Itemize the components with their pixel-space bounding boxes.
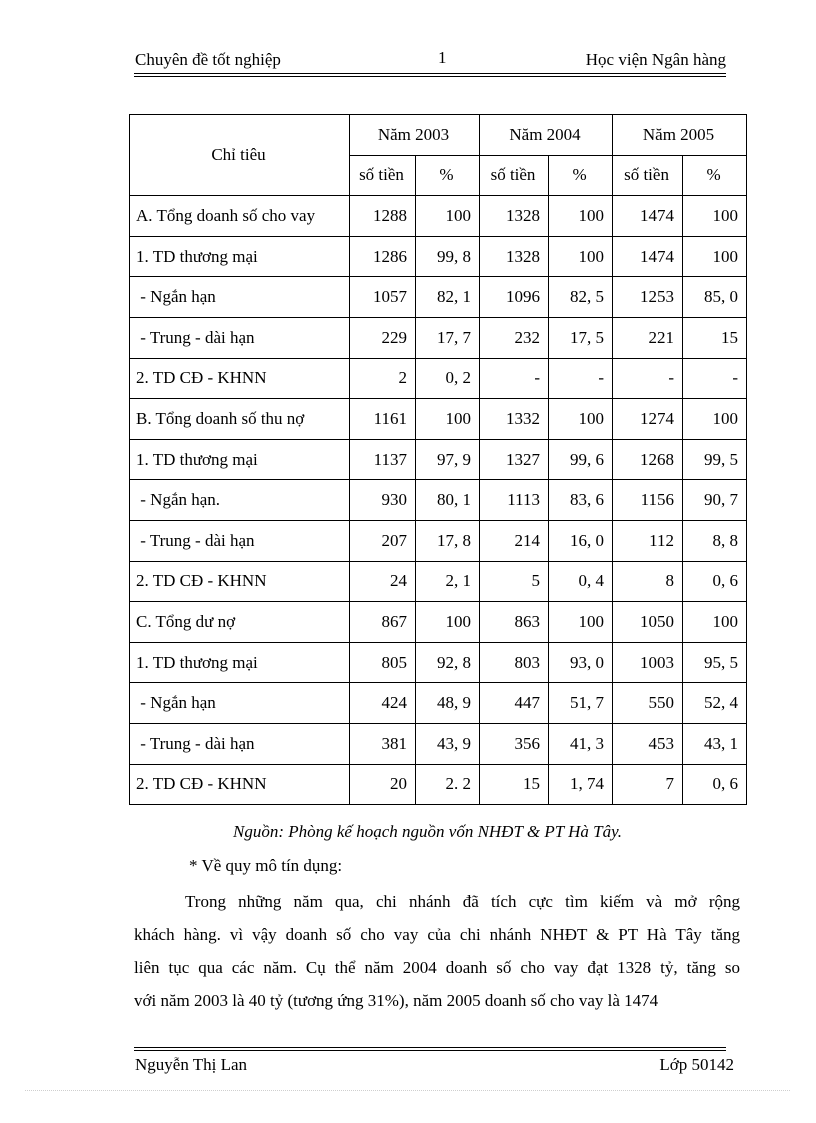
- cell-amount: 1286: [350, 236, 416, 277]
- cell-amount: 2: [350, 358, 416, 399]
- cell-amount: 1474: [613, 196, 683, 237]
- cell-amount: 381: [350, 723, 416, 764]
- cell-percent: 16, 0: [549, 520, 613, 561]
- cell-percent: 52, 4: [683, 683, 747, 724]
- page-bottom-divider: [25, 1090, 790, 1091]
- cell-percent: 0, 6: [683, 561, 747, 602]
- cell-amount: 867: [350, 602, 416, 643]
- subheader-amount: số tiền: [613, 155, 683, 196]
- cell-percent: 15: [683, 317, 747, 358]
- cell-amount: 1137: [350, 439, 416, 480]
- subheader-amount: số tiền: [350, 155, 416, 196]
- cell-amount: 232: [480, 317, 549, 358]
- table-row: [130, 196, 747, 237]
- cell-percent: 82, 5: [549, 277, 613, 318]
- cell-amount: 221: [613, 317, 683, 358]
- cell-amount: 356: [480, 723, 549, 764]
- cell-percent: 1, 74: [549, 764, 613, 805]
- cell-percent: 17, 5: [549, 317, 613, 358]
- cell-percent: 97, 9: [416, 439, 480, 480]
- cell-amount: 863: [480, 602, 549, 643]
- cell-amount: 1328: [480, 236, 549, 277]
- cell-amount: -: [480, 358, 549, 399]
- column-header-year: Năm 2004: [480, 115, 613, 156]
- cell-amount: 1253: [613, 277, 683, 318]
- cell-percent: 82, 1: [416, 277, 480, 318]
- cell-amount: 1161: [350, 399, 416, 440]
- cell-percent: 100: [549, 399, 613, 440]
- footer-author: Nguyễn Thị Lan: [135, 1055, 248, 1074]
- cell-amount: 1288: [350, 196, 416, 237]
- table-row: [130, 561, 747, 602]
- paragraph-line: khách hàng. vì vậy doanh số cho vay của chi nhánh NHĐT & PT Hà Tây tăng: [134, 925, 740, 944]
- cell-amount: 1050: [613, 602, 683, 643]
- cell-amount: 1057: [350, 277, 416, 318]
- column-header-indicator: Chỉ tiêu: [130, 115, 350, 196]
- row-label: 1. TD thương mại: [130, 439, 350, 480]
- row-label: - Ngắn hạn.: [130, 480, 350, 521]
- cell-percent: 100: [683, 602, 747, 643]
- cell-percent: 51, 7: [549, 683, 613, 724]
- cell-percent: 17, 8: [416, 520, 480, 561]
- column-header-year: Năm 2005: [613, 115, 747, 156]
- subheader-percent: %: [683, 155, 747, 196]
- cell-amount: 803: [480, 642, 549, 683]
- cell-amount: 1332: [480, 399, 549, 440]
- cell-percent: 100: [416, 196, 480, 237]
- table-row: [130, 358, 747, 399]
- footer-rule-top: [134, 1047, 726, 1048]
- cell-amount: 229: [350, 317, 416, 358]
- cell-percent: 99, 8: [416, 236, 480, 277]
- cell-percent: 100: [549, 602, 613, 643]
- header-rule-top: [134, 73, 726, 74]
- paragraph-line: với năm 2003 là 40 tỷ (tương ứng 31%), năm 2005 doanh số cho vay là 1474: [134, 991, 659, 1010]
- cell-amount: 1274: [613, 399, 683, 440]
- cell-percent: 41, 3: [549, 723, 613, 764]
- cell-amount: 112: [613, 520, 683, 561]
- row-label: B. Tổng doanh số thu nợ: [130, 399, 350, 440]
- cell-amount: 15: [480, 764, 549, 805]
- table-header-row: [130, 115, 747, 156]
- cell-percent: 2. 2: [416, 764, 480, 805]
- footer-class: Lớp 50142: [659, 1055, 734, 1074]
- cell-amount: 20: [350, 764, 416, 805]
- cell-amount: 550: [613, 683, 683, 724]
- table-row: [130, 602, 747, 643]
- cell-amount: 1003: [613, 642, 683, 683]
- table-row: [130, 439, 747, 480]
- cell-percent: 80, 1: [416, 480, 480, 521]
- cell-percent: 100: [549, 196, 613, 237]
- cell-amount: 8: [613, 561, 683, 602]
- table-row: [130, 236, 747, 277]
- table-row: [130, 683, 747, 724]
- cell-percent: 83, 6: [549, 480, 613, 521]
- table-row: [130, 480, 747, 521]
- cell-amount: 930: [350, 480, 416, 521]
- cell-amount: 1096: [480, 277, 549, 318]
- cell-amount: 24: [350, 561, 416, 602]
- subheader-percent: %: [416, 155, 480, 196]
- table-source-note: Nguồn: Phòng kế hoạch nguồn vốn NHĐT & PT Hà Tây.: [233, 822, 622, 841]
- cell-percent: 90, 7: [683, 480, 747, 521]
- table-row: [130, 277, 747, 318]
- column-header-year: Năm 2003: [350, 115, 480, 156]
- cell-percent: 95, 5: [683, 642, 747, 683]
- row-label: C. Tổng dư nợ: [130, 602, 350, 643]
- cell-amount: 424: [350, 683, 416, 724]
- cell-amount: 1474: [613, 236, 683, 277]
- cell-amount: 214: [480, 520, 549, 561]
- cell-percent: 85, 0: [683, 277, 747, 318]
- row-label: 2. TD CĐ - KHNN: [130, 561, 350, 602]
- row-label: - Ngắn hạn: [130, 683, 350, 724]
- cell-amount: 1327: [480, 439, 549, 480]
- cell-percent: 0, 4: [549, 561, 613, 602]
- cell-percent: 2, 1: [416, 561, 480, 602]
- cell-percent: 99, 6: [549, 439, 613, 480]
- cell-amount: 207: [350, 520, 416, 561]
- cell-percent: 8, 8: [683, 520, 747, 561]
- row-label: A. Tổng doanh số cho vay: [130, 196, 350, 237]
- cell-percent: 48, 9: [416, 683, 480, 724]
- cell-percent: 43, 9: [416, 723, 480, 764]
- cell-amount: 1328: [480, 196, 549, 237]
- cell-percent: 17, 7: [416, 317, 480, 358]
- row-label: - Trung - dài hạn: [130, 723, 350, 764]
- header-rule-bottom: [134, 76, 726, 77]
- cell-amount: 1113: [480, 480, 549, 521]
- cell-amount: 7: [613, 764, 683, 805]
- cell-percent: 93, 0: [549, 642, 613, 683]
- body-paragraph: [134, 885, 740, 1017]
- table-row: [130, 399, 747, 440]
- cell-amount: -: [613, 358, 683, 399]
- header-document-title: Chuyên đề tốt nghiệp: [135, 50, 281, 69]
- row-label: - Ngắn hạn: [130, 277, 350, 318]
- page-number: 1: [438, 48, 447, 67]
- cell-percent: 100: [549, 236, 613, 277]
- row-label: 2. TD CĐ - KHNN: [130, 358, 350, 399]
- cell-amount: 5: [480, 561, 549, 602]
- table-row: [130, 723, 747, 764]
- table-row: [130, 764, 747, 805]
- credit-table: [129, 114, 747, 805]
- row-label: 1. TD thương mại: [130, 236, 350, 277]
- table-row: [130, 317, 747, 358]
- cell-percent: 0, 6: [683, 764, 747, 805]
- row-label: 2. TD CĐ - KHNN: [130, 764, 350, 805]
- row-label: 1. TD thương mại: [130, 642, 350, 683]
- cell-percent: 100: [683, 236, 747, 277]
- section-note: * Về quy mô tín dụng:: [189, 856, 343, 875]
- subheader-percent: %: [549, 155, 613, 196]
- paragraph-line: liên tục qua các năm. Cụ thể năm 2004 doanh số cho vay đạt 1328 tỷ, tăng so: [134, 958, 740, 977]
- cell-percent: 99, 5: [683, 439, 747, 480]
- cell-percent: 100: [683, 399, 747, 440]
- cell-percent: 100: [416, 399, 480, 440]
- cell-percent: 100: [416, 602, 480, 643]
- footer-rule-bottom: [134, 1050, 726, 1051]
- table-row: [130, 520, 747, 561]
- cell-percent: -: [683, 358, 747, 399]
- cell-percent: 43, 1: [683, 723, 747, 764]
- cell-percent: 92, 8: [416, 642, 480, 683]
- row-label: - Trung - dài hạn: [130, 520, 350, 561]
- table-row: [130, 642, 747, 683]
- page-header: [134, 48, 726, 74]
- paragraph-line: Trong những năm qua, chi nhánh đã tích cực tìm kiếm và mở rộng: [185, 892, 740, 911]
- header-institution: Học viện Ngân hàng: [585, 50, 726, 69]
- cell-amount: 447: [480, 683, 549, 724]
- subheader-amount: số tiền: [480, 155, 549, 196]
- cell-amount: 805: [350, 642, 416, 683]
- cell-amount: 1156: [613, 480, 683, 521]
- cell-amount: 453: [613, 723, 683, 764]
- cell-percent: 0, 2: [416, 358, 480, 399]
- cell-percent: -: [549, 358, 613, 399]
- row-label: - Trung - dài hạn: [130, 317, 350, 358]
- cell-percent: 100: [683, 196, 747, 237]
- cell-amount: 1268: [613, 439, 683, 480]
